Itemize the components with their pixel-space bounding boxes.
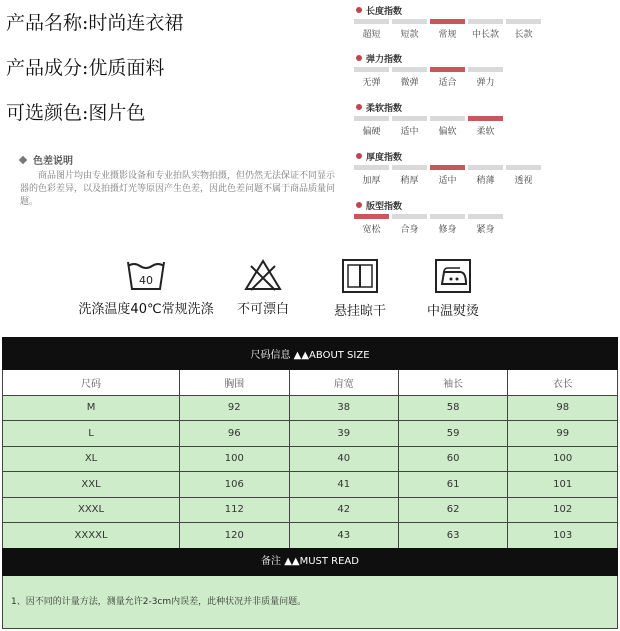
index-scale-bar xyxy=(354,214,620,219)
care-wash xyxy=(72,258,220,317)
product-name xyxy=(6,8,183,35)
table-cell: 101 xyxy=(508,472,618,498)
table-row xyxy=(3,395,618,421)
index-option-label: 超短 xyxy=(362,30,381,40)
table-cell: 106 xyxy=(180,472,289,498)
index-title: 柔软指数 xyxy=(366,103,403,114)
index-title-row xyxy=(354,199,620,211)
table-cell: 43 xyxy=(289,523,398,549)
bullet-dot-icon xyxy=(356,7,362,13)
table-cell: 39 xyxy=(289,421,398,447)
size-table-header-row xyxy=(3,370,618,396)
index-scale-labels xyxy=(354,124,620,137)
care-no-bleach xyxy=(228,258,298,317)
diamond-icon xyxy=(19,155,27,163)
index-title-row xyxy=(354,101,620,113)
index-scale-labels xyxy=(354,75,620,88)
table-cell: XXXXL xyxy=(3,523,180,549)
index-block xyxy=(354,4,620,40)
table-cell: 62 xyxy=(398,497,507,523)
size-table-header-cell: 衣长 xyxy=(508,370,618,396)
index-segment-selected xyxy=(430,165,465,170)
index-segment xyxy=(354,19,389,24)
care-iron xyxy=(418,258,488,319)
product-material xyxy=(6,53,164,80)
index-option-label: 宽松 xyxy=(362,225,381,235)
color-note-head xyxy=(20,152,338,167)
index-option-label: 中长款 xyxy=(471,30,499,40)
table-cell: L xyxy=(3,421,180,447)
product-name-value: 时尚连衣裙 xyxy=(88,12,184,34)
must-read-title: 备注 ▲▲MUST READ xyxy=(2,548,618,576)
care-no-bleach-label: 不可漂白 xyxy=(236,302,289,317)
index-block xyxy=(354,101,620,137)
index-option-label: 适中 xyxy=(438,176,457,186)
index-scale-labels xyxy=(354,222,620,235)
wash-40-icon xyxy=(126,258,166,292)
table-cell: M xyxy=(3,395,180,421)
table-cell: XL xyxy=(3,446,180,472)
size-table-title: 尺码信息 ▲▲ABOUT SIZE xyxy=(3,338,618,370)
index-block xyxy=(354,199,620,235)
table-cell: XXXL xyxy=(3,497,180,523)
index-option-label: 长款 xyxy=(514,30,533,40)
bullet-dot-icon xyxy=(356,104,362,110)
index-option-label: 无弹 xyxy=(362,78,381,88)
index-segment xyxy=(392,67,427,72)
size-table-header-cell: 袖长 xyxy=(398,370,507,396)
table-row xyxy=(3,421,618,447)
index-segment-selected xyxy=(430,19,465,24)
index-option-label: 适中 xyxy=(400,127,419,137)
table-row xyxy=(3,446,618,472)
no-bleach-icon xyxy=(243,258,283,292)
must-read xyxy=(2,548,618,629)
index-segment-selected xyxy=(354,214,389,219)
index-block xyxy=(354,150,620,186)
index-option-label: 加厚 xyxy=(362,176,381,186)
index-option-label: 柔软 xyxy=(476,127,495,137)
index-segment xyxy=(392,214,427,219)
care-hang-dry xyxy=(325,258,395,319)
bullet-dot-icon xyxy=(356,153,362,159)
index-segment xyxy=(392,116,427,121)
size-table-title-row xyxy=(3,338,618,370)
index-scale-bar xyxy=(354,19,620,24)
index-segment xyxy=(468,214,503,219)
hang-dry-icon xyxy=(340,258,380,294)
table-cell: 100 xyxy=(508,446,618,472)
index-title-row xyxy=(354,150,620,162)
table-cell: 42 xyxy=(289,497,398,523)
index-title-row xyxy=(354,52,620,64)
table-cell: 58 xyxy=(398,395,507,421)
table-row xyxy=(3,497,618,523)
index-option-label: 偏硬 xyxy=(362,127,381,137)
index-block xyxy=(354,52,620,88)
table-cell: 98 xyxy=(508,395,618,421)
index-scale-bar xyxy=(354,67,620,72)
wash-temp-text: 40 xyxy=(139,274,153,287)
bullet-dot-icon xyxy=(356,202,362,208)
index-segment xyxy=(354,67,389,72)
index-option-label: 稍薄 xyxy=(476,176,495,186)
table-row xyxy=(3,472,618,498)
index-option-label: 短款 xyxy=(400,30,419,40)
table-cell: 40 xyxy=(289,446,398,472)
index-segment xyxy=(430,116,465,121)
table-cell: 100 xyxy=(180,446,289,472)
table-cell: 92 xyxy=(180,395,289,421)
table-cell: 120 xyxy=(180,523,289,549)
index-segment xyxy=(468,67,503,72)
index-segment xyxy=(354,116,389,121)
index-segment-selected xyxy=(430,67,465,72)
index-scale-labels xyxy=(354,27,620,40)
index-title: 长度指数 xyxy=(366,6,403,17)
product-name-label: 产品名称: xyxy=(6,12,89,34)
table-cell: 99 xyxy=(508,421,618,447)
index-title: 厚度指数 xyxy=(366,152,403,163)
table-row xyxy=(3,523,618,549)
product-color xyxy=(6,98,145,125)
table-cell: 60 xyxy=(398,446,507,472)
table-cell: 61 xyxy=(398,472,507,498)
care-iron-label: 中温熨烫 xyxy=(426,304,479,319)
size-table-header-cell: 胸围 xyxy=(180,370,289,396)
care-hang-dry-label: 悬挂晾干 xyxy=(333,304,386,319)
index-segment-selected xyxy=(468,116,503,121)
index-option-label: 适合 xyxy=(438,78,457,88)
table-cell: 102 xyxy=(508,497,618,523)
size-table-header-cell: 肩宽 xyxy=(289,370,398,396)
index-option-label: 透视 xyxy=(514,176,533,186)
index-title: 弹力指数 xyxy=(366,54,403,65)
color-difference-note xyxy=(20,152,338,209)
index-title-row xyxy=(354,4,620,16)
table-cell: 63 xyxy=(398,523,507,549)
index-segment xyxy=(468,19,503,24)
index-scale-labels xyxy=(354,173,620,186)
product-color-value: 图片色 xyxy=(88,102,146,124)
index-segment xyxy=(392,19,427,24)
must-read-note: 1、因不同的计量方法，测量允许2-3cm内误差，此种状况并非质量问题。 xyxy=(2,576,618,629)
table-cell: XXL xyxy=(3,472,180,498)
index-option-label: 弹力 xyxy=(476,78,495,88)
table-cell: 103 xyxy=(508,523,618,549)
product-material-label: 产品成分: xyxy=(6,57,89,79)
index-segment xyxy=(468,165,503,170)
table-cell: 38 xyxy=(289,395,398,421)
index-option-label: 合身 xyxy=(400,225,419,235)
product-color-label: 可选颜色: xyxy=(6,102,89,124)
index-segment xyxy=(392,165,427,170)
color-note-body: 商品图片均由专业摄影设备和专业拍队实物拍摄，但仍然无法保证不同显示器的色彩差异，以及拍摄灯光等原因产生色差，因此色差问题不属于商品质量问题。 xyxy=(20,171,336,207)
table-cell: 41 xyxy=(289,472,398,498)
care-wash-label: 洗涤温度40℃常规洗涤 xyxy=(78,302,214,317)
product-material-value: 优质面料 xyxy=(88,57,165,79)
index-segment xyxy=(430,214,465,219)
index-option-label: 紧身 xyxy=(476,225,495,235)
index-segment xyxy=(506,165,541,170)
bullet-dot-icon xyxy=(356,55,362,61)
index-option-label: 常规 xyxy=(438,30,457,40)
index-scale-bar xyxy=(354,165,620,170)
index-option-label: 微弹 xyxy=(400,78,419,88)
index-option-label: 稍厚 xyxy=(400,176,419,186)
table-cell: 96 xyxy=(180,421,289,447)
table-cell: 59 xyxy=(398,421,507,447)
index-title: 版型指数 xyxy=(366,201,403,212)
index-option-label: 偏软 xyxy=(438,127,457,137)
index-option-label: 修身 xyxy=(438,225,457,235)
index-segment xyxy=(354,165,389,170)
size-table-header-cell: 尺码 xyxy=(3,370,180,396)
color-note-title: 色差说明 xyxy=(33,156,73,167)
iron-medium-icon xyxy=(433,258,473,294)
size-table xyxy=(2,337,618,549)
index-segment xyxy=(506,19,541,24)
index-scale-bar xyxy=(354,116,620,121)
table-cell: 112 xyxy=(180,497,289,523)
